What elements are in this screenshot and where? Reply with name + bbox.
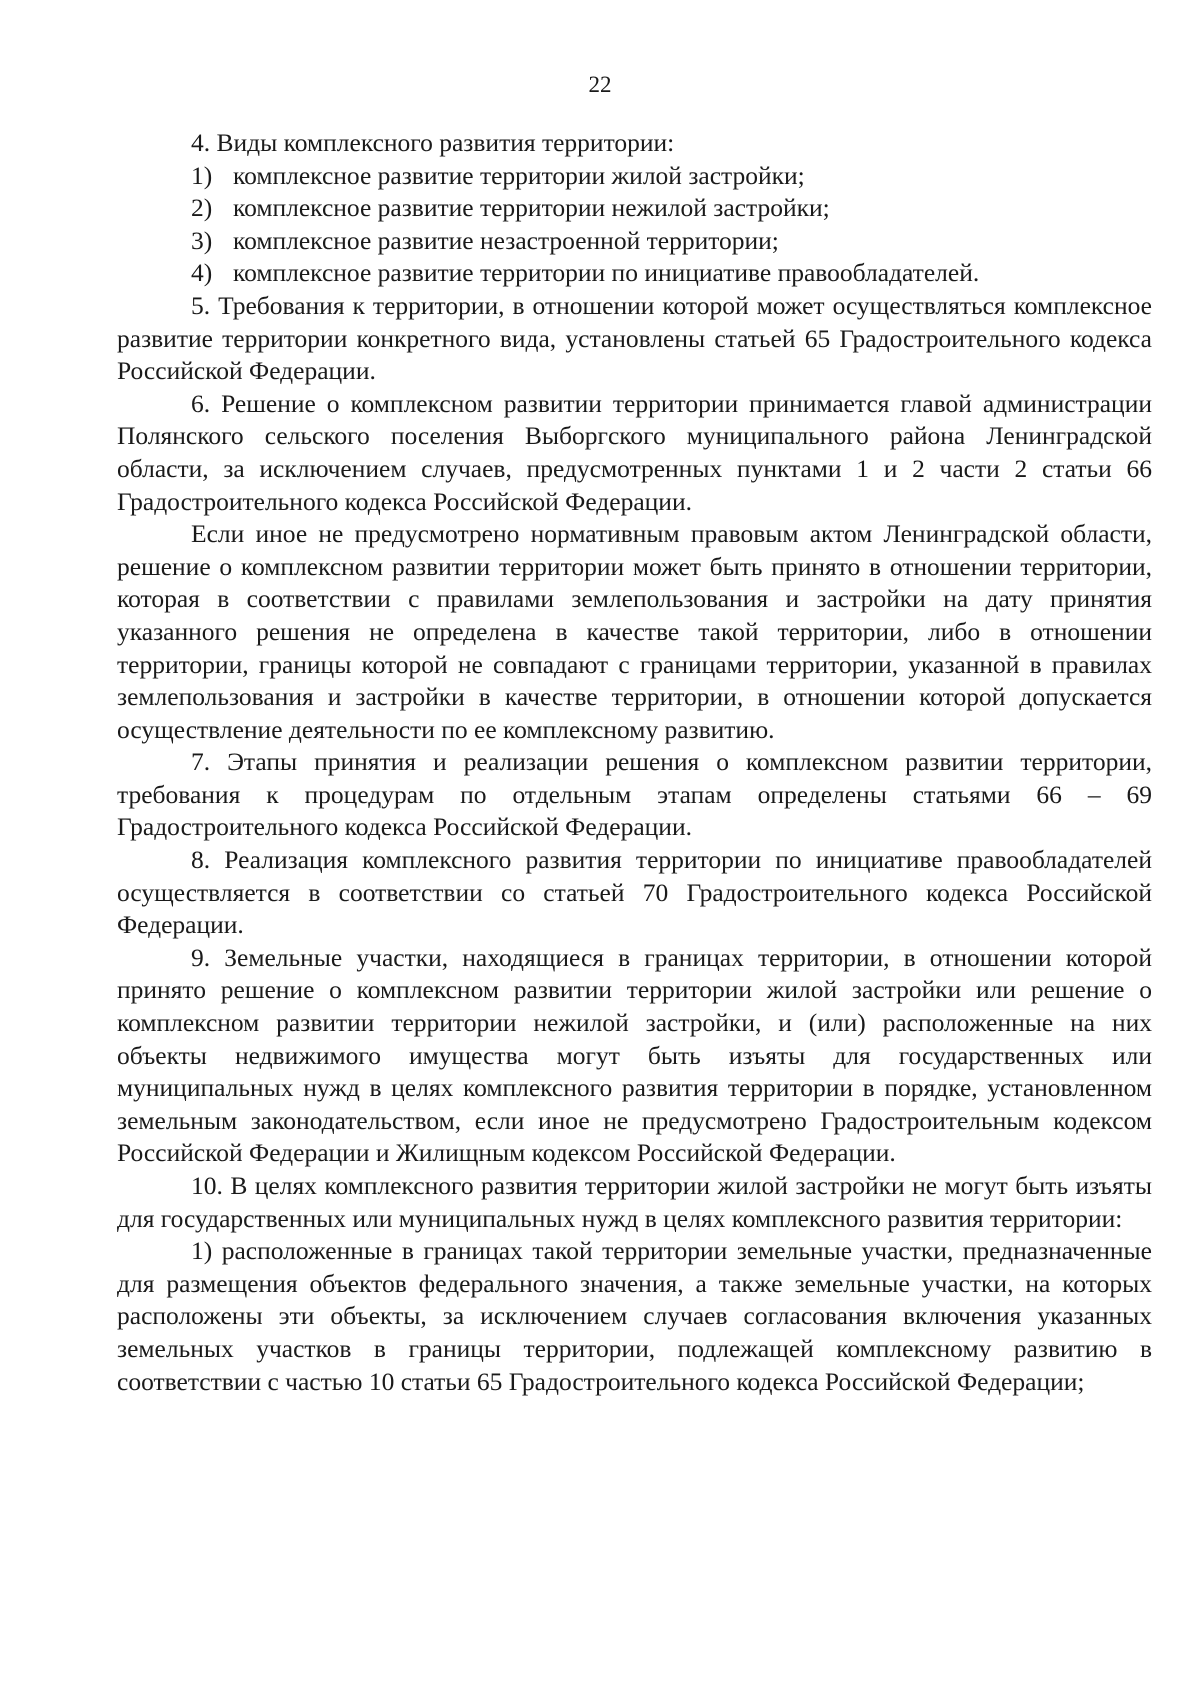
list-item-text: комплексное развитие территории по инициативе правообладателей. [233, 258, 980, 288]
list-item [117, 160, 1152, 193]
paragraph-8: 8. Реализация комплексного развития территории по инициативе правообладателей осуществляется в соответствии со статьей 70 Градостроительного кодекса Российской Федерации. [117, 845, 1152, 940]
paragraph-10: 10. В целях комплексного развития территории жилой застройки не могут быть изъяты для государственных или муниципальных нужд в целях комплексного развития территории: [117, 1171, 1152, 1233]
list-item-number: 2) [191, 193, 213, 223]
page-number: 22 [588, 72, 612, 97]
list-item [117, 192, 1152, 225]
list-item [117, 257, 1152, 290]
paragraph-7: 7. Этапы принятия и реализации решения о комплексном развитии территории, требования к процедурам по отдельным этапам определены статьями 66 – 69 Градостроительного кодекса Российской Федерации. [117, 747, 1152, 842]
paragraph-10-item-1: 1) расположенные в границах такой территории земельные участки, предназначенные для размещения объектов федерального значения, а также земельные участки, на которых расположены эти объекты, за исключением случаев согласования включения указанных земельных участков в границы территории, подлежащей комплексному развитию в соответствии с частью 10 статьи 65 Градостроительного кодекса Российской Федерации; [117, 1236, 1152, 1396]
list-item-number: 1) [191, 160, 213, 190]
document-body [117, 127, 1152, 1398]
list-item-text: комплексное развитие территории жилой застройки; [233, 160, 805, 190]
list-item-text: комплексное развитие незастроенной территории; [233, 225, 779, 255]
list-item [117, 225, 1152, 258]
list-item-number: 3) [191, 225, 213, 255]
paragraph-6-continued: Если иное не предусмотрено нормативным правовым актом Ленинградской области, решение о комплексном развитии территории может быть принято в отношении территории, которая в соответствии с правилами землепользования и застройки на дату принятия указанного решения не определена в качестве такой территории, либо в отношении территории, границы которой не совпадают с границами территории, указанной в правилах землепользования и застройки в качестве территории, в отношении которой допускается осуществление деятельности по ее комплексному развитию. [117, 519, 1152, 744]
paragraph-9: 9. Земельные участки, находящиеся в границах территории, в отношении которой принято решение о комплексном развитии территории жилой застройки или решение о комплексном развитии территории нежилой застройки, и (или) расположенные на них объекты недвижимого имущества могут быть изъяты для государственных или муниципальных нужд в целях комплексного развития территории в порядке, установленном земельным законодательством, если иное не предусмотрено Градостроительным кодексом Российской Федерации и Жилищным кодексом Российской Федерации. [117, 942, 1152, 1168]
paragraph-6: 6. Решение о комплексном развитии территории принимается главой администрации Полянского сельского поселения Выборгского муниципального района Ленинградской области, за исключением случаев, предусмотренных пунктами 1 и 2 части 2 статьи 66 Градостроительного кодекса Российской Федерации. [117, 388, 1152, 516]
paragraph-5: 5. Требования к территории, в отношении которой может осуществляться комплексное развитие территории конкретного вида, установлены статьей 65 Градостроительного кодекса Российской Федерации. [117, 290, 1152, 386]
paragraph-4: 4. Виды комплексного развития территории: [191, 128, 675, 157]
list-item-text: комплексное развитие территории нежилой застройки; [233, 193, 830, 223]
list-item-number: 4) [191, 258, 213, 288]
